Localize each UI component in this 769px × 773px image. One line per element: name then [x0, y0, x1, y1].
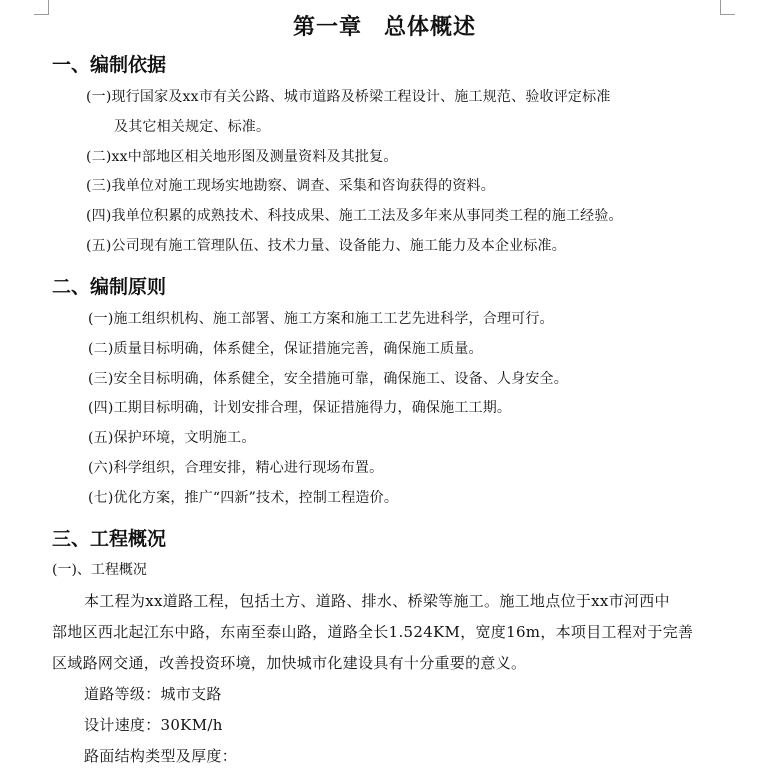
chapter-number: 第一章 [292, 14, 362, 40]
principle-item-1: (一)施工组织机构、施工部署、施工方案和施工工艺先进科学，合理可行。 [88, 311, 554, 327]
section-heading-principles: 二、编制原则 [52, 276, 167, 298]
principle-item-5: (五)保护环境，文明施工。 [88, 430, 256, 446]
chapter-title [0, 10, 769, 41]
chapter-name: 总体概述 [384, 14, 477, 40]
basis-item-5: (五)公司现有施工管理队伍、技术力量、设备能力、施工能力及本企业标准。 [86, 238, 566, 254]
pavement-structure-spec: 路面结构类型及厚度： [84, 747, 238, 765]
basis-item-2: (二)xx中部地区相关地形图及测量资料及其批复。 [86, 149, 398, 165]
basis-item-1-continued: 及其它相关规定、标准。 [114, 119, 271, 135]
basis-item-4: (四)我单位积累的成熟技术、科技成果、施工工法及多年来从事同类工程的施工经验。 [86, 208, 623, 224]
overview-subheading: (一)、工程概况 [52, 562, 147, 578]
section-heading-overview: 三、工程概况 [52, 528, 167, 550]
principle-item-6: (六)科学组织，合理安排，精心进行现场布置。 [88, 460, 384, 476]
road-grade-spec: 道路等级：城市支路 [84, 685, 222, 703]
overview-paragraph-line-1: 本工程为xx道路工程，包括土方、道路、排水、桥梁等施工。施工地点位于xx市河西中 [84, 592, 670, 610]
design-speed-spec: 设计速度：30KM/h [84, 716, 223, 734]
section-heading-basis: 一、编制依据 [52, 54, 167, 76]
overview-paragraph-line-2: 部地区西北起江东中路，东南至泰山路，道路全长1.524KM，宽度16m，本项目工程对于完善 [52, 623, 694, 641]
basis-item-1: (一)现行国家及xx市有关公路、城市道路及桥梁工程设计、施工规范、验收评定标准 [86, 89, 611, 105]
overview-paragraph-line-3: 区域路网交通，改善投资环境，加快城市化建设具有十分重要的意义。 [52, 654, 527, 672]
principle-item-7: (七)优化方案，推广“四新”技术，控制工程造价。 [88, 490, 399, 506]
principle-item-3: (三)安全目标明确，体系健全，安全措施可靠，确保施工、设备、人身安全。 [88, 371, 568, 387]
basis-item-3: (三)我单位对施工现场实地勘察、调查、采集和咨询获得的资料。 [86, 178, 495, 194]
principle-item-4: (四)工期目标明确，计划安排合理，保证措施得力，确保施工工期。 [88, 400, 512, 416]
principle-item-2: (二)质量目标明确，体系健全，保证措施完善，确保施工质量。 [88, 341, 483, 357]
